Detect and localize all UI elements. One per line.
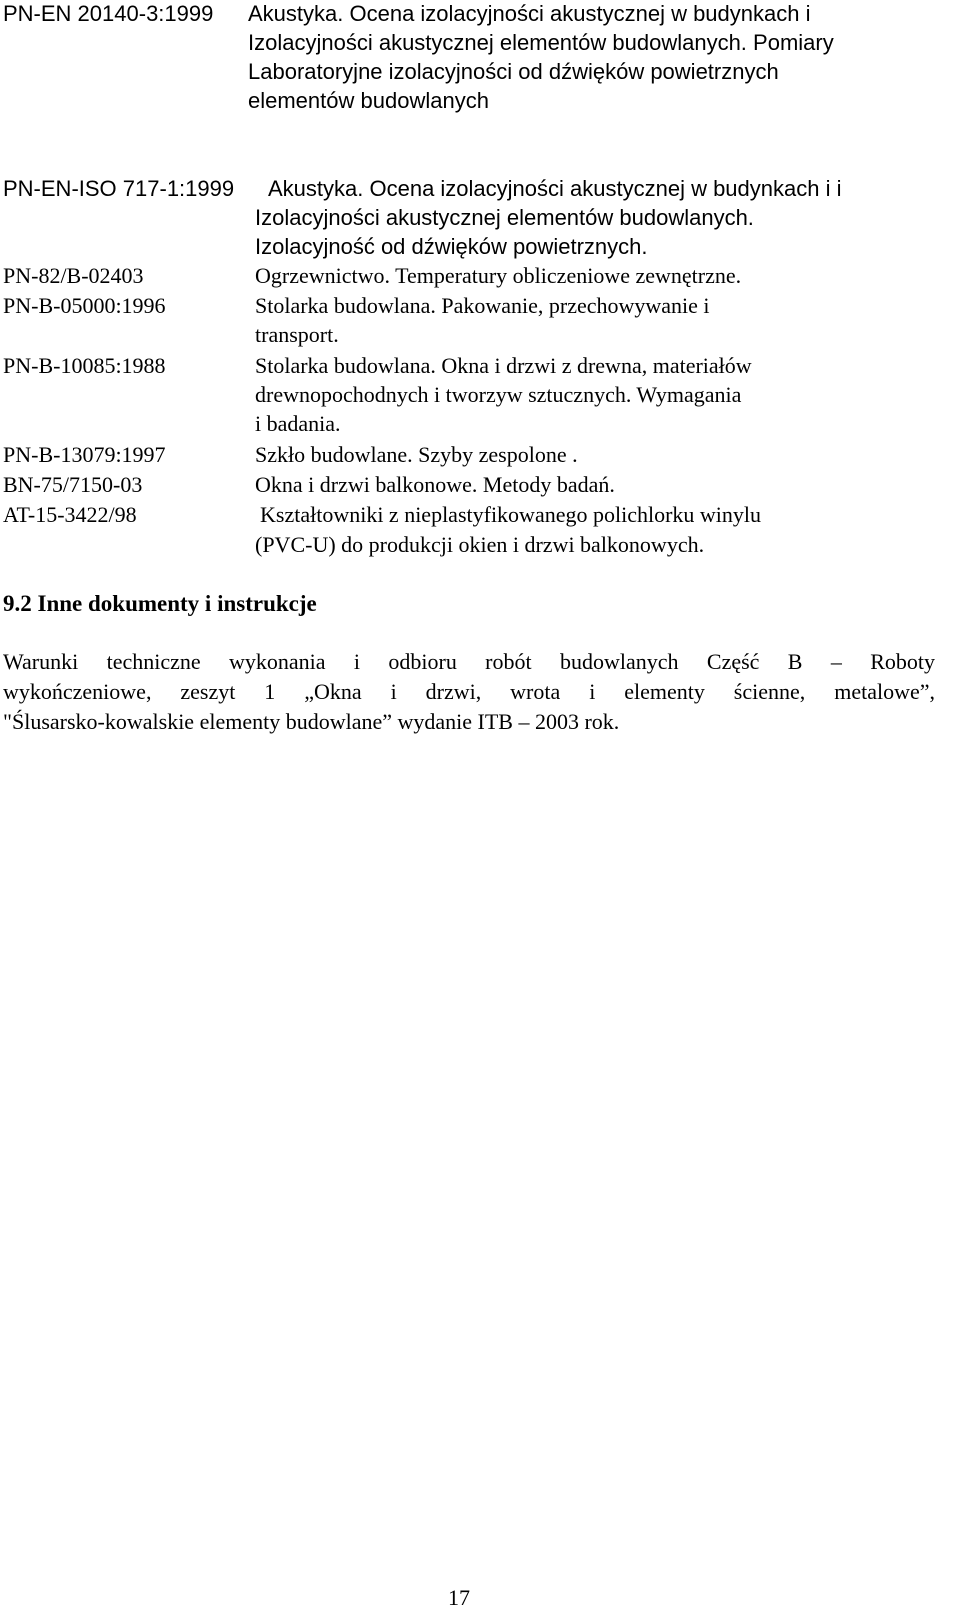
standard-code: PN-B-05000:1996 xyxy=(3,293,166,318)
standard-title-line: (PVC-U) do produkcji okien i drzwi balkonowych. xyxy=(255,532,705,557)
standard-code: BN-75/7150-03 xyxy=(3,472,143,497)
section-heading: 9.2 Inne dokumenty i instrukcje xyxy=(3,591,317,616)
standard-title-line: Izolacyjność od dźwięków powietrznych. xyxy=(255,234,648,259)
paragraph-line: wykończeniowe, zeszyt 1 „Okna i drzwi, wrota i elementy ścienne, metalowe”, xyxy=(3,679,935,704)
standard-title-line: Izolacyjności akustycznej elementów budowlanych. xyxy=(255,205,754,230)
standard-code: PN-EN 20140-3:1999 xyxy=(3,1,214,26)
standard-code: PN-82/B-02403 xyxy=(3,263,144,288)
standard-title-line: Ogrzewnictwo. Temperatury obliczeniowe zewnętrzne. xyxy=(255,263,742,288)
paragraph-line: "Ślusarsko-kowalskie elementy budowlane” wydanie ITB – 2003 rok. xyxy=(3,709,620,734)
paragraph-line: Warunki techniczne wykonania i odbioru robót budowlanych Część B – Roboty xyxy=(3,649,935,674)
page-number: 17 xyxy=(448,1585,470,1610)
standard-code: PN-B-13079:1997 xyxy=(3,442,166,467)
standard-title-line: Izolacyjności akustycznej elementów budowlanych. Pomiary xyxy=(248,30,834,55)
standard-code: PN-B-10085:1988 xyxy=(3,353,166,378)
standard-title-line: Akustyka. Ocena izolacyjności akustycznej w budynkach i xyxy=(248,1,811,26)
standard-title-line: Szkło budowlane. Szyby zespolone . xyxy=(255,442,578,467)
standard-title-line: transport. xyxy=(255,322,339,347)
standard-title-line: Kształtowniki z nieplastyfikowanego polichlorku winylu xyxy=(260,502,762,527)
standard-title-line: Stolarka budowlana. Okna i drzwi z drewna, materiałów xyxy=(255,353,752,378)
standard-title-line: Laboratoryjne izolacyjności od dźwięków powietrznych xyxy=(248,59,779,84)
standard-code: PN-EN-ISO 717-1:1999 xyxy=(3,176,235,201)
standard-title-line: elementów budowlanych xyxy=(248,88,489,113)
standard-code: AT-15-3422/98 xyxy=(3,502,137,527)
standard-title-line: Stolarka budowlana. Pakowanie, przechowywanie i xyxy=(255,293,710,318)
standard-title-line: i badania. xyxy=(255,411,341,436)
standard-title-line: drewnopochodnych i tworzyw sztucznych. Wymagania xyxy=(255,382,742,407)
standard-title-line: Okna i drzwi balkonowe. Metody badań. xyxy=(255,472,615,497)
standard-title-line: Akustyka. Ocena izolacyjności akustycznej w budynkach i i xyxy=(268,176,842,201)
